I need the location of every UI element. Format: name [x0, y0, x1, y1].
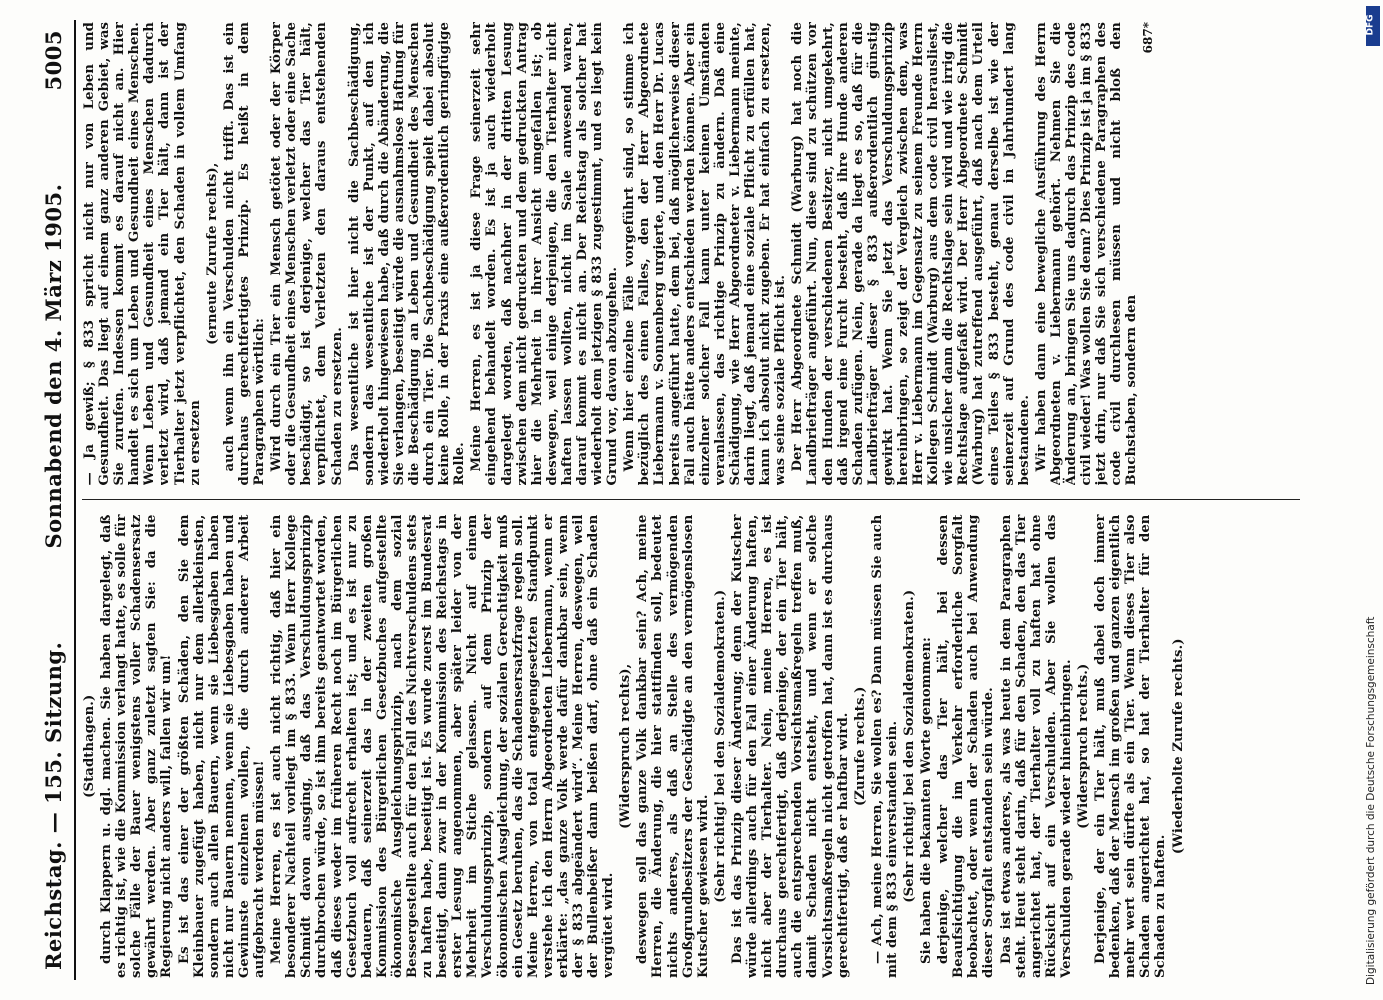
col1-paragraph: (Zurufe rechts.)	[852, 686, 868, 807]
col1-paragraph: (Sehr richtig! bei den Sozialdemokraten.)	[712, 589, 728, 903]
header-left: Reichstag. — 155. Sitzung.	[40, 641, 66, 970]
signature-mark: 687*	[1141, 22, 1156, 54]
col2-paragraph: Der Herr Abgeordnete Schmidt (Warburg) hat noch die Landbriefträger angeführt. Nun, diese sind zu schützen vor den Hunden der verschiedenen Besitzer, nicht umgekehrt, daß irgend eine Furcht besteht, daß ihre Hunde anderen Schaden zufügen. Nein, gerade da liegt es so, daß für die Landbriefträger dieser § 833 außerordentlich günstig gewirkt hat. Wenn Sie jetzt das Verschuldungsprinzip hereinbringen, so zeigt der Vergleich zwischen dem, was Herr v. Liebermann im Gegensatz zu seinem Freunde Herrn Kollegen Schmidt (Warburg) aus dem code civil herausliest, wie unsicher dann die Rechtslage sein wird und wie irrig die Rechtslage aufgefaßt wird. Der Herr Abgeordnete Schmidt (Warburg) hat zutreffend ausgeführt, daß nach dem Urteil eines Teiles § 833 besteht, genau derselbe ist wie der seinerzeit auf Grund des code civil in Jahrhundert lang bestandene.	[790, 22, 1032, 486]
page-number: 5005	[40, 30, 66, 91]
column-right	[82, 22, 1300, 486]
col1-paragraph: (Sehr richtig! bei den Sozialdemokraten.)	[901, 589, 917, 903]
col1-paragraph: Derjenige, der ein Tier hält, muß dabei doch immer bedenken, daß der Mensch im großen und ganzen eigentlich mehr wert sein dürfte als ein Tier. Wenn dieses Tier also Schaden angerichtet hat, so hat der Tierhalter für den Schaden zu haften.	[1093, 514, 1169, 978]
column-divider	[82, 500, 1300, 501]
col1-paragraph: (Widerspruch rechts.)	[1076, 663, 1091, 829]
text-columns	[82, 22, 1300, 978]
col1-paragraph: derjenige, welcher das Tier hält, bei dessen Beaufsichtigung die im Verkehr erforderliche Sorgfalt beobachtet, oder wenn der Schaden auch bei Anwendung dieser Sorgfalt entstanden sein würde.	[936, 514, 997, 978]
col1-paragraph: deswegen soll das ganze Volk dankbar sein? Ach, meine Herren, die Änderung, die hier stattfinden soll, bedeutet nichts anderes, als daß an Stelle des vermögenden Großgrundbesitzers der Geschädigte an den vermögenslosen Kutscher gewiesen wird.	[635, 514, 711, 978]
col2-paragraph: — Ja gewiß; § 833 spricht nicht nur von Leben und Gesundheit. Das liegt auf einem ganz anderen Gebiet, was Sie zurufen. Indessen kommt es darauf nicht an. Hier handelt es sich um Leben und Gesundheit eines Menschen. Wenn Leben und Gesundheit eines Menschen dadurch verletzt wird, daß jemand ein Tier hält, dann ist der Tierhalter jetzt verpflichtet, den Schaden in vollem Umfang zu ersetzen	[82, 22, 203, 486]
header-date: Sonnabend den 4. März 1905.	[40, 183, 66, 549]
col1-paragraph: — Ach, meine Herren, Sie wollen es? Dann müssen Sie auch mit dem § 833 einverstanden sein.	[869, 514, 900, 978]
dfg-logo-text: DFG	[1365, 14, 1376, 36]
col1-paragraph: durch Klappern u. dgl. machen. Sie haben dargelegt, daß es richtig ist, wie die Kommission verlangt hatte, es solle für solche Fälle der Bauer wenigstens voller Schadensersatz gewährt werden. Aber ganz zuletzt sagten Sie: da die Regierung nicht anders will, fallen wir um!	[99, 514, 175, 978]
col1-paragraph: Das ist das Prinzip dieser Änderung; denn der Kutscher würde allerdings auch für den Fall einer Änderung haften, nicht aber der Tierhalter. Nein, meine Herren, es ist durchaus gerechtfertigt, daß derjenige, der ein Tier hält, auch die entsprechenden Vorsichtsmaßregeln treffen muß, damit Schaden nicht entsteht, und wenn er solche Vorsichtsmaßregeln nicht getroffen hat, dann ist es durchaus gerechtfertigt, daß er haftbar wird.	[729, 514, 851, 978]
col1-paragraph: (Wiederholte Zurufe rechts.)	[1170, 638, 1186, 855]
column-left	[82, 515, 1300, 979]
col2-paragraph: Wir haben dann eine bewegliche Ausführung des Herrn Abgeordneten v. Liebermann gehört. Nehmen Sie die Änderung an, bringen Sie uns dadurch das Prinzip des code civil wieder! Was wollen Sie denn? Dies Prinzip ist ja im § 833 jetzt drin, nur daß Sie sich verschiedene Paragraphen des code civil durchlesen müssen und nicht bloß den Buchstaben, sondern den	[1033, 22, 1140, 486]
col2-paragraph: auch wenn ihn ein Verschulden nicht trifft. Das ist ein durchaus gerechtfertigtes Prinzip. Es heißt in dem Paragraphen wörtlich:	[221, 22, 268, 486]
col1-paragraph: Meine Herren, es ist auch nicht richtig, daß hier ein besonderer Nachteil vorliegt im § 833. Wenn Herr Kollege Schmidt davon ausging, daß das Verschuldungsprinzip durchbrochen würde, so ist ihm bereits geantwortet worden, daß dieses weder im früheren Recht noch im Bürgerlichen Gesetzbuch voll aufrecht erhalten ist; und es ist nur zu bedauern, daß seinerzeit das in der zweiten großen Kommission des Bürgerlichen Gesetzbuches aufgestellte ökonomische Ausgleichungsprinzip, nach dem sozial Bessergestellte auch für den Fall des Nichtverschuldens stets zu haften habe, beseitigt ist. Es wurde zuerst im Bundesrat beseitigt, dann zwar in der Kommission des Reichstags in erster Lesung angenommen, aber später leider von der Mehrheit im Stiche gelassen. Nicht auf einem Verschuldungsprinzip, sondern auf dem Prinzip der ökonomischen Ausgleichung, der sozialen Gerechtigkeit muß ein Gesetz beruhen, das die Schadensersatzfrage regeln soll. Meine Herren, von total entgegengesetzten Standpunkt verstehe ich den Herrn Abgeordneten Liebermann, wenn er erklärte: „das ganze Volk werde dafür dankbar sein, wenn der § 833 abgeändert wird“. Meine Herren, deswegen, weil der Bullenbeißer dann beißen darf, ohne daß ein Schaden vergütet wird.	[269, 514, 617, 978]
col1-paragraph: Das ist etwas anderes, als was heute in dem Paragraphen steht. Heut steht darin, daß für den Schaden, den das Tier angerichtet hat, der Tierhalter voll zu haften hat ohne Rücksicht auf ein Verschulden. Aber Sie wollen das Verschulden gerade wieder hineinbringen.	[998, 514, 1074, 978]
col2-paragraph: Meine Herren, es ist ja diese Frage seinerzeit sehr eingehend behandelt worden. Es ist ja auch wiederholt dargelegt worden, daß nachher in der dritten Lesung zwischen dem nicht gedruckten und dem gedruckten Antrag hier die Mehrheit in ihrer Ansicht umgefallen ist; ob deswegen, weil einige derjenigen, die den Tierhalter nicht haften lassen wollten, nicht im Saale anwesend waren, darauf kommt es nicht an. Der Reichstag als solcher hat wiederholt dem jetzigen § 833 zugestimmt, und es liegt kein Grund vor, davon abzugehen.	[469, 22, 621, 486]
dfg-credit-text: Digitalisierung gefördert durch die Deutsche Forschungsgemeinschaft	[1365, 616, 1377, 985]
col1-paragraph: Sie haben die bekannten Worte genommen:	[919, 637, 935, 964]
col2-paragraph: Wird durch ein Tier ein Mensch getötet oder der Körper oder die Gesundheit eines Menschen verletzt oder eine Sache beschädigt, so ist derjenige, welcher das Tier hält, verpflichtet, dem Verletzten den daraus entstehenden Schaden zu ersetzen.	[269, 22, 345, 486]
dfg-logo	[1366, 6, 1380, 46]
col2-paragraph: Das wesentliche ist hier nicht die Sachbeschädigung, sondern das wesentliche ist der Punkt, auf den ich wiederholt hingewiesen habe, daß durch die Abänderung, die Sie verlangen, beseitigt würde die ausnahmslose Haftung für die Beschädigung an Leben und Gesundheit des Menschen durch ein Tier. Die Sachbeschädigung spielt dabei absolut keine Rolle, in der Praxis eine außerordentlich geringfügige Rolle.	[346, 22, 468, 486]
page-header	[36, 30, 70, 970]
col1-paragraph: (Stadthagen.)	[82, 694, 97, 798]
header-rule	[74, 20, 76, 980]
credit-strip	[1343, 0, 1383, 1000]
col2-paragraph: (erneute Zurufe rechts),	[204, 162, 220, 345]
col1-paragraph: (Widerspruch rechts),	[618, 663, 634, 829]
col1-paragraph: Es ist das einer der größten Schäden, den Sie dem Kleinbauer zugefügt haben, nicht nur dem allerkleinsten, sondern auch allen Bauern, wenn sie Liebesgaben haben nicht nur Bauern nennen, wenn sie Liebesgaben haben und Gewinnste einzelnen wollen, die durch anderer Arbeit aufgebracht werden müssen!	[176, 514, 268, 978]
col2-paragraph: Wenn hier einzelne Fälle vorgeführt sind, so stimme ich bezüglich des einen Falles, den der Herr Abgeordnete Liebermann v. Sonnenberg urgierte, und den Herr Dr. Lucas bereits angeführt hatte, dem bei, daß möglicherweise dieser Fall auch hätte anders entschieden werden können. Aber ein einzelner solcher Fall kann unter keinen Umständen veranlassen, das richtige Prinzip zu ändern. Daß eine Schädigung, wie Herr Abgeordneter v. Liebermann meinte, darin liegt, daß jemand eine soziale Pflicht zu erfüllen hat, kann ich absolut nicht zugeben. Er hat einfach zu ersetzen, was seine soziale Pflicht ist.	[622, 22, 789, 486]
page-rotated	[30, 0, 1320, 1000]
